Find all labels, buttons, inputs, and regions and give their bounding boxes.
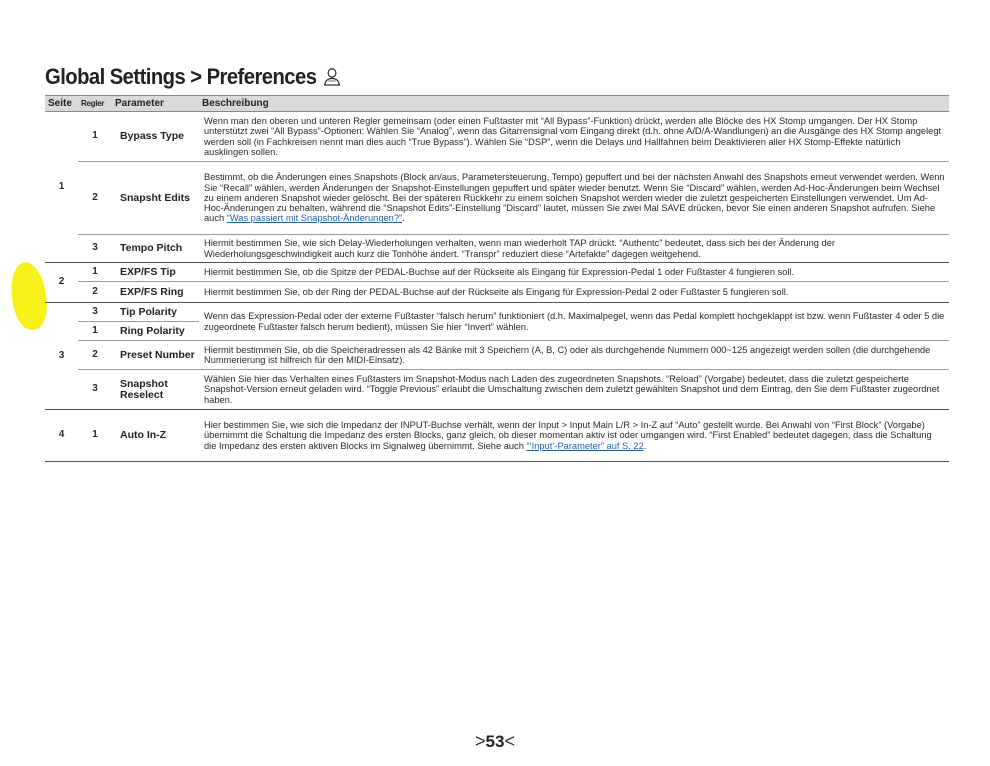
regler-cell: 1 — [78, 263, 112, 282]
regler-cell: 1 — [78, 410, 112, 462]
table-row — [45, 235, 949, 263]
parameter-cell: EXP/FS Ring — [112, 282, 199, 303]
header-beschreibung: Beschreibung — [199, 96, 949, 112]
header-regler: Regler — [78, 96, 112, 112]
parameter-cell: EXP/FS Tip — [112, 263, 199, 282]
page-number-value: 53 — [485, 732, 505, 751]
table-row — [45, 370, 949, 410]
parameter-cell: Snapsht Edits — [112, 162, 199, 235]
regler-cell: 1 — [78, 322, 112, 341]
regler-cell: 3 — [78, 303, 112, 322]
description-cell: Wenn man den oberen und unteren Regler gemeinsam (oder einen Fußtaster mit “All Bypass”-Funktion) drückt, werden alle Blöcke des HX Stomp umgangen. Der HX Stomp unterstützt zwei “All Bypass”-Optionen: Wählen Sie “Analog”, wenn das Gitarrensignal vom Eingang direkt (d.h. ohne A/D/A-Wandlungen) an die Ausgänge des HX Stomp angelegt werden soll (in Fachkreisen nennt man dies auch “True Bypass”). Wählen Sie “DSP”, wenn die Delays und Hallfahnen beim Deaktivieren aller HX Stomp-Effekte natürlich ausklingen sollen. — [199, 112, 949, 162]
parameter-cell: Preset Number — [112, 341, 199, 370]
page-title-text: Global Settings > Preferences — [45, 64, 317, 89]
regler-cell: 3 — [78, 370, 112, 410]
regler-cell: 1 — [78, 112, 112, 162]
table-row — [45, 282, 949, 303]
description-text: Hier bestimmen Sie, wie sich die Impedanz der INPUT-Buchse verhält, wenn der Input > Input Main L/R > In-Z auf “Auto” gestellt wurde. Bei Anwahl von “First Block” (Vorgabe) übernimmt die Schaltung die Impedanz des ersten Blocks, ganz gleich, ob dieser momentan aktiv ist oder umgangen wird. “First Enabled” bedeutet dagegen, dass die Schaltung die Impedanz des ersten aktiven Blocks im Signalweg übernimmt. Siehe auch — [204, 420, 932, 451]
description-cell: Hiermit bestimmen Sie, wie sich Delay-Wiederholungen verhalten, wenn man wiederholt TAP drückt. “Authentc” bedeutet, dass sich bei der Änderung der Wiederholungsgeschwindigkeit auch kurz die Tonhöhe ändert. “Transpr” reduziert diese “Artefakte” dagegen weitgehend. — [199, 235, 949, 263]
chevron-left-icon[interactable]: < — [504, 731, 515, 751]
parameter-cell: Ring Polarity — [112, 322, 199, 341]
preferences-table — [45, 95, 949, 462]
seite-cell: 4 — [45, 410, 78, 462]
input-parameter-link[interactable]: “‘Input’-Parameter” auf S. 22 — [526, 440, 644, 451]
description-tail: . — [643, 440, 647, 451]
parameter-cell: Tempo Pitch — [112, 235, 199, 263]
table-row — [45, 263, 949, 282]
seite-cell: 3 — [45, 303, 78, 410]
description-cell: Hiermit bestimmen Sie, ob der Ring der PEDAL-Buchse auf der Rückseite als Eingang für Expression-Pedal 2 oder Fußtaster 5 fungieren soll. — [199, 282, 949, 303]
table-row — [45, 410, 949, 462]
description-cell: Wenn das Expression-Pedal oder der externe Fußtaster “falsch herum” funktioniert (d.h. Maximalpegel, wenn das Pedal komplett hochgeklappt ist bzw. wenn Fußtaster 4 oder 5 die zugeordnete Fußtaster falsch herum bedient), müssen Sie hier “Invert” wählen. — [199, 303, 949, 341]
description-cell: Hiermit bestimmen Sie, ob die Spitze der PEDAL-Buchse auf der Rückseite als Eingang für Expression-Pedal 1 oder Fußtaster 4 fungieren soll. — [199, 263, 949, 282]
user-icon — [322, 66, 342, 88]
regler-cell: 3 — [78, 235, 112, 263]
regler-cell: 2 — [78, 282, 112, 303]
description-tail: . — [402, 213, 405, 224]
page-number — [0, 731, 990, 752]
table-row — [45, 112, 949, 162]
description-cell — [199, 162, 949, 235]
parameter-cell: Bypass Type — [112, 112, 199, 162]
header-seite: Seite — [45, 96, 78, 112]
description-cell: Hiermit bestimmen Sie, ob die Speicheradressen als 42 Bänke mit 3 Speichern (A, B, C) oder als durchgehende Nummern 000~125 angezeigt werden sollen (die durchgehende Nummerierung ist hilfreich für den MIDI-Einsatz). — [199, 341, 949, 370]
seite-cell: 2 — [45, 263, 78, 303]
parameter-cell: Snapshot Reselect — [112, 370, 199, 410]
page-title — [45, 64, 342, 90]
description-cell: Wählen Sie hier das Verhalten eines Fußtasters im Snapshot-Modus nach Laden des zugeordneten Snapshots. “Reload” (Vorgabe) bedeutet, dass die zuletzt gespeicherte Snapshot-Version erneut geladen wird. “Toggle Previous” erlaubt die Umschaltung zwischen dem zuletzt gewählten Snapshot und dem Eintrag, den Sie dem Fußtaster zugeordnet haben. — [199, 370, 949, 410]
description-text: Bestimmt, ob die Änderungen eines Snapshots (Block an/aus, Parametersteuerung, Tempo) gepuffert und bei der nächsten Anwahl des Snapshots erneut verwendet werden. Wenn Sie “Recall” wählen, werden Änderungen der Snapshot-Einstellungen gepuffert und später wieder benutzt. Wenn Sie “Discard” wählen, werden Ad-Hoc-Änderungen beim Wechsel zu einem anderen Snapshot wieder gelöscht. Bei der späteren Rückkehr zu einem solchen Snapshot werden wieder die zuletzt gespeicherten Einstellungen verwendet. Um Ad-Hoc-Änderungen zu behalten, während die “Snapshot Edits”-Einstellung “Discard” lautet, müssen Sie zwei Mal SAVE drücken, bevor Sie einen anderen Snapshot aufrufen. Siehe auch — [204, 172, 945, 224]
table-row — [45, 303, 949, 322]
parameter-cell: Tip Polarity — [112, 303, 199, 322]
snapshot-changes-link[interactable]: “Was passiert mit Snapshot-Änderungen?” — [226, 213, 403, 224]
header-parameter: Parameter — [112, 96, 199, 112]
regler-cell: 2 — [78, 162, 112, 235]
table-header-row — [45, 96, 949, 112]
table-row — [45, 162, 949, 235]
seite-cell: 1 — [45, 112, 78, 263]
regler-cell: 2 — [78, 341, 112, 370]
chevron-right-icon[interactable]: > — [475, 731, 486, 751]
parameter-cell: Auto In-Z — [112, 410, 199, 462]
description-cell — [199, 410, 949, 462]
table-row — [45, 341, 949, 370]
